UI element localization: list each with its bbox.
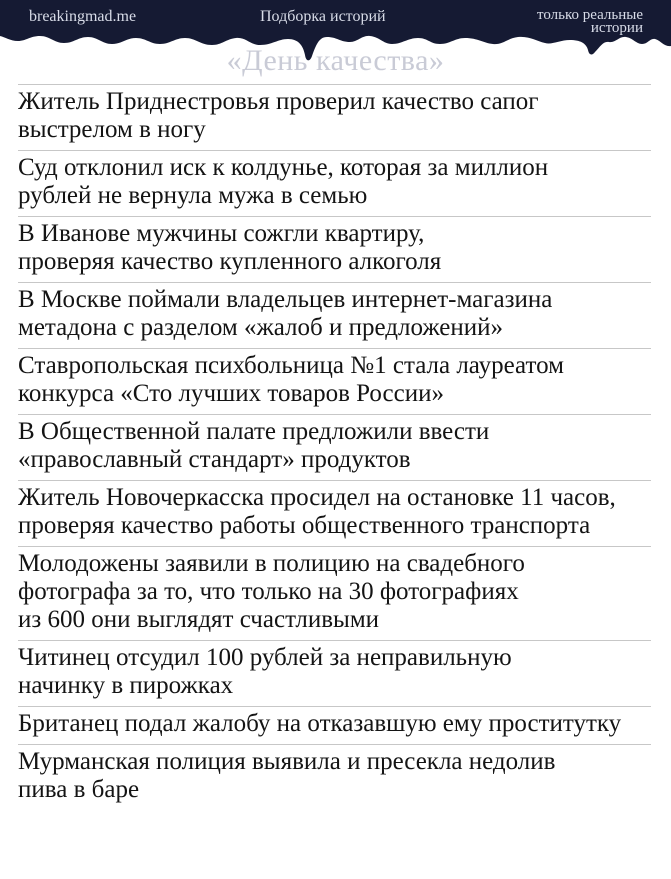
tagline-text: только реальные истории: [537, 7, 643, 36]
page-title: «День качества»: [226, 44, 445, 77]
section-label[interactable]: Подборка историй: [260, 8, 386, 25]
story-item[interactable]: В Общественной палате предложили ввести «православный стандарт» продуктов: [18, 414, 651, 480]
story-item[interactable]: Британец подал жалобу на отказавшую ему проститутку: [18, 706, 651, 744]
story-item[interactable]: Мурманская полиция выявила и пресекла недолив пива в баре: [18, 744, 651, 810]
site-name[interactable]: breakingmad.me: [29, 8, 137, 25]
tagline: [493, 9, 643, 35]
story-item[interactable]: Ставропольская психбольница №1 стала лауреатом конкурса «Сто лучших товаров России»: [18, 348, 651, 414]
story-list: [18, 84, 651, 810]
story-item[interactable]: В Иванове мужчины сожгли квартиру, проверяя качество купленного алкоголя: [18, 216, 651, 282]
story-item[interactable]: Молодожены заявили в полицию на свадебного фотографа за то, что только на 30 фотографиях из 600 они выглядят счастливыми: [18, 546, 651, 640]
story-item[interactable]: Суд отклонил иск к колдунье, которая за миллион рублей не вернула мужа в семью: [18, 150, 651, 216]
story-item[interactable]: Житель Новочеркасска просидел на остановке 11 часов, проверяя качество работы общественного транспорта: [18, 480, 651, 546]
story-item[interactable]: Житель Приднестровья проверил качество сапог выстрелом в ногу: [18, 84, 651, 150]
story-item[interactable]: Читинец отсудил 100 рублей за неправильную начинку в пирожках: [18, 640, 651, 706]
story-item[interactable]: В Москве поймали владельцев интернет-магазина метадона с разделом «жалоб и предложений»: [18, 282, 651, 348]
